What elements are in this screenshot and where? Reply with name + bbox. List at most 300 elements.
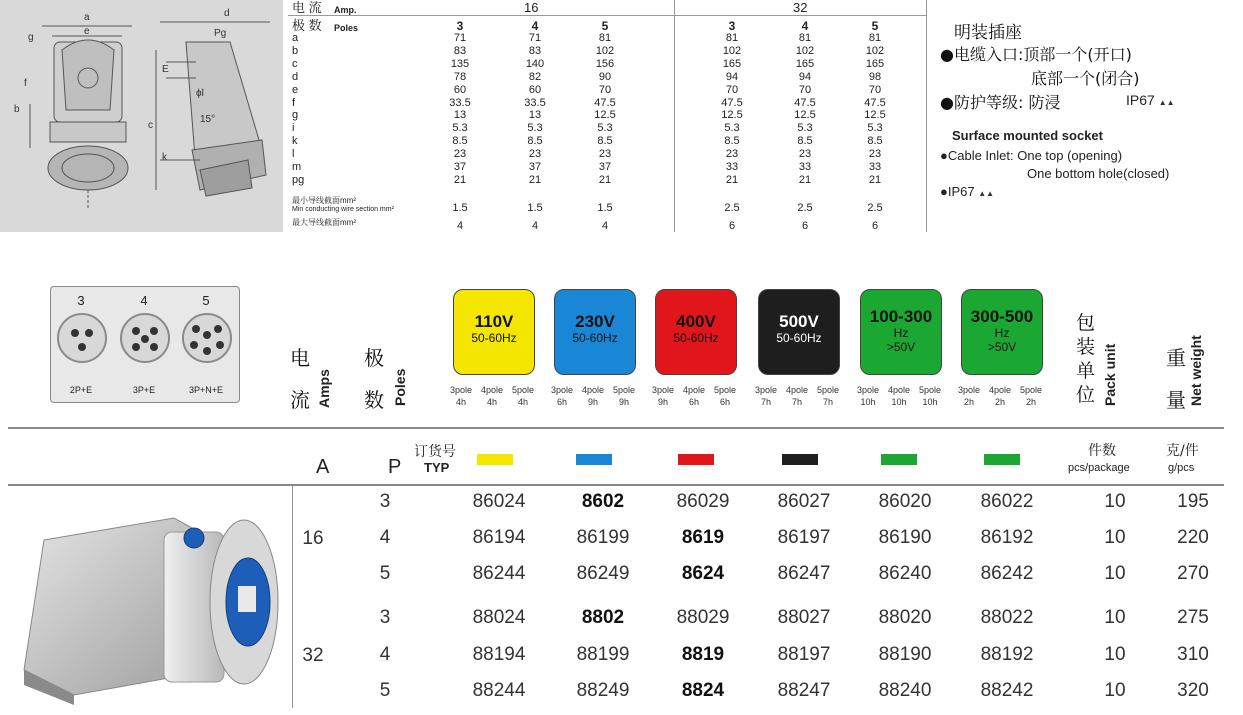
order-code: 88247 — [777, 680, 831, 701]
pole-hour-label — [581, 384, 605, 408]
drawing-label-pg: Pg — [214, 28, 227, 39]
max-section-value: 6 — [871, 220, 879, 232]
order-code: 8619 — [681, 527, 725, 548]
dimension-value: 23 — [725, 148, 739, 161]
voltage-value: 100-300 — [869, 307, 933, 326]
amps-label-cn-1: 电 — [290, 346, 310, 370]
color-swatch — [678, 454, 714, 465]
order-code: 86029 — [676, 491, 730, 512]
dimension-value: 102 — [795, 44, 815, 57]
ip67-cn-text: IP67 — [1126, 92, 1155, 108]
socket-pole-number: 3 — [77, 293, 85, 308]
product-image — [14, 500, 284, 710]
socket-pin-icon — [71, 329, 79, 337]
dimension-label: d — [292, 70, 299, 83]
order-code: 88194 — [472, 644, 526, 665]
socket-pin-icon — [85, 329, 93, 337]
order-code: 86194 — [472, 527, 526, 548]
dimension-value: 70 — [598, 83, 612, 96]
dimension-value: 37 — [528, 161, 542, 173]
pole-hour-label — [480, 384, 504, 408]
pole-value: 3 — [379, 491, 391, 512]
dimension-value: 60 — [453, 83, 467, 96]
order-code: 86190 — [878, 527, 932, 548]
hour-label: 4h — [486, 397, 497, 407]
dimension-value: 21 — [798, 173, 812, 186]
amp-value: 32 — [302, 645, 324, 666]
pcs-value: 10 — [1104, 527, 1126, 548]
dimension-value: 140 — [525, 57, 545, 70]
order-header-p: P — [388, 456, 402, 478]
order-code: 8602 — [581, 491, 625, 512]
order-code: 88240 — [878, 680, 932, 701]
hour-label: 2h — [1025, 397, 1036, 407]
min-section-value: 2.5 — [867, 202, 883, 214]
drawing-label-d: d — [224, 8, 230, 19]
order-code: 88244 — [472, 680, 526, 701]
drawing-label-c: c — [148, 120, 153, 131]
dimension-value: 8.5 — [527, 135, 543, 148]
pack-unit-label-cn: 包 — [1076, 312, 1096, 334]
order-code: 88029 — [676, 607, 730, 628]
order-code: 88190 — [878, 644, 932, 665]
pole-label: 5pole — [918, 385, 942, 395]
dimension-label: e — [292, 83, 299, 96]
weight-value: 270 — [1177, 563, 1209, 584]
order-code: 88249 — [576, 680, 630, 701]
dimension-label: g — [292, 109, 299, 122]
dimension-value: 12.5 — [594, 109, 616, 122]
dimension-value: 71 — [528, 32, 542, 44]
order-code: 86022 — [980, 491, 1034, 512]
order-code: 8824 — [681, 680, 725, 701]
water-drops-icon: ▲▲ — [1158, 98, 1175, 107]
dimension-value: 102 — [595, 44, 615, 57]
dimension-value: 81 — [598, 32, 612, 44]
pole-label: 5pole — [511, 385, 535, 395]
hour-label: 9h — [587, 397, 598, 407]
amp-32-header: 32 — [793, 0, 808, 15]
pack-unit-label-cn: 装 — [1076, 336, 1096, 358]
weight-value: 320 — [1177, 680, 1209, 701]
dimension-label: i — [292, 122, 295, 135]
dimension-label: c — [292, 57, 298, 70]
weight-label-cn-1: 重 — [1166, 346, 1186, 370]
socket-pin-icon — [150, 327, 158, 335]
socket-pin-icon — [150, 343, 158, 351]
dimension-value: 81 — [725, 32, 739, 44]
socket-pin-icon — [216, 341, 224, 349]
hour-label: 10h — [891, 397, 907, 407]
pole-hour-label — [511, 384, 535, 408]
drawing-label-angle: 15° — [200, 114, 216, 125]
socket-pole-number: 4 — [140, 293, 148, 308]
dimension-value: 33.5 — [524, 96, 546, 109]
pole-hour-label — [754, 384, 778, 408]
pole-label: 4pole — [682, 385, 706, 395]
pole-hour-label — [918, 384, 942, 408]
voltage-box — [453, 289, 535, 375]
drawing-label-k: k — [162, 152, 167, 163]
socket-pin-icon — [214, 325, 222, 333]
voltage-box — [655, 289, 737, 375]
hour-label: 10h — [922, 397, 938, 407]
dimension-value: 83 — [453, 44, 467, 57]
pole-hour-label — [957, 384, 981, 408]
dimension-value: 165 — [795, 57, 815, 70]
socket-pin-icon — [203, 347, 211, 355]
dimension-value: 5.3 — [797, 122, 813, 135]
water-drops-icon-en: ▲▲ — [978, 189, 995, 198]
pole-count-header: 4 — [801, 19, 809, 33]
poles-label-cn-2: 数 — [364, 388, 384, 412]
dimension-value: 78 — [453, 70, 467, 83]
dimension-label: m — [292, 161, 302, 173]
min-section-value: 2.5 — [724, 202, 740, 214]
pole-hour-label — [887, 384, 911, 408]
socket-face-icon — [120, 313, 170, 363]
poles-label-cn-1: 极 — [364, 346, 384, 370]
socket-pin-icon — [141, 335, 149, 343]
dimension-value: 8.5 — [797, 135, 813, 148]
drawing-label-f: f — [24, 78, 27, 89]
dimension-label: pg — [292, 173, 305, 186]
weight-header-en: g/pcs — [1168, 462, 1195, 474]
dimension-value: 83 — [528, 44, 542, 57]
weight-header-cn: 克/件 — [1166, 443, 1199, 459]
dimension-label: a — [292, 32, 299, 44]
min-section-value: 1.5 — [527, 202, 543, 214]
dimension-value: 98 — [868, 70, 882, 83]
amp-16-header: 16 — [524, 0, 539, 15]
dimension-value: 94 — [725, 70, 739, 83]
frequency-value: 50-60Hz — [471, 331, 517, 345]
dimension-value: 23 — [868, 148, 882, 161]
dimension-value: 21 — [453, 173, 467, 186]
weight-value: 195 — [1177, 491, 1209, 512]
voltage-box — [860, 289, 942, 375]
order-code: 86199 — [576, 527, 630, 548]
dimension-value: 135 — [450, 57, 470, 70]
min-section-label-en: Min conducting wire section mm² — [292, 206, 394, 213]
order-code: 8624 — [681, 563, 725, 584]
socket-pin-icon — [132, 327, 140, 335]
pole-hour-label — [682, 384, 706, 408]
frequency-value: 50-60Hz — [673, 331, 719, 345]
pole-label: 4pole — [581, 385, 605, 395]
socket-type-label: 2P+E — [69, 385, 93, 395]
max-section-value: 4 — [601, 220, 609, 232]
order-code: 86024 — [472, 491, 526, 512]
max-section-value: 4 — [456, 220, 464, 232]
pole-value: 3 — [379, 607, 391, 628]
net-weight-label-en: Net weight — [1188, 335, 1204, 406]
max-section-value: 6 — [728, 220, 736, 232]
pole-hour-label — [550, 384, 574, 408]
pcs-header-cn: 件数 — [1088, 443, 1116, 459]
dimension-value: 47.5 — [864, 96, 886, 109]
pole-label: 4pole — [785, 385, 809, 395]
pole-label: 5pole — [816, 385, 840, 395]
dimension-value: 13 — [453, 109, 467, 122]
dimension-value: 102 — [865, 44, 885, 57]
dimension-value: 81 — [868, 32, 882, 44]
color-swatch — [576, 454, 612, 465]
amp-label-cn: 电 流 — [292, 0, 322, 15]
dimension-value: 21 — [598, 173, 612, 186]
dimension-value: 90 — [598, 70, 612, 83]
order-code: 86240 — [878, 563, 932, 584]
voltage-value: 230V — [575, 312, 615, 331]
amps-label-cn-2: 流 — [290, 388, 310, 412]
dimension-value: 8.5 — [597, 135, 613, 148]
info-inlet-en-2: One bottom hole(closed) — [1027, 166, 1170, 181]
socket-pin-icon — [78, 343, 86, 351]
pack-unit-label-cn: 单 — [1076, 360, 1096, 382]
min-section-value: 1.5 — [597, 202, 613, 214]
socket-pin-icon — [132, 343, 140, 351]
surface-socket-photo — [14, 500, 284, 710]
socket-configurations-panel — [50, 286, 240, 403]
dimension-value: 12.5 — [864, 109, 886, 122]
pack-unit-label-cn: 位 — [1076, 384, 1096, 406]
min-section-label-cn: 最小导线截面mm² — [292, 196, 356, 205]
pole-label: 3pole — [856, 385, 880, 395]
pole-hour-label — [612, 384, 636, 408]
order-code: 86244 — [472, 563, 526, 584]
voltage-box — [554, 289, 636, 375]
dimension-value: 47.5 — [721, 96, 743, 109]
poles-label-en: Poles — [392, 368, 408, 406]
order-code: 86197 — [777, 527, 831, 548]
max-section-label-cn: 最大导线截面mm² — [292, 218, 356, 227]
dimension-label: l — [292, 148, 295, 161]
dimension-value: 33 — [798, 161, 812, 173]
pcs-value: 10 — [1104, 644, 1126, 665]
socket-type-label: 3P+N+E — [188, 385, 224, 395]
pole-count-header: 4 — [531, 19, 539, 33]
order-code: 86242 — [980, 563, 1034, 584]
pole-hour-label — [856, 384, 880, 408]
max-section-value: 6 — [801, 220, 809, 232]
pcs-header-en: pcs/package — [1068, 462, 1130, 474]
order-code: 86027 — [777, 491, 831, 512]
pole-label: 3pole — [449, 385, 473, 395]
order-code: 8802 — [581, 607, 625, 628]
dimension-value: 12.5 — [794, 109, 816, 122]
pole-label: 3pole — [550, 385, 574, 395]
dimension-value: 70 — [725, 83, 739, 96]
order-code: 88192 — [980, 644, 1034, 665]
voltage-extra: >50V — [886, 340, 916, 354]
hour-label: 6h — [556, 397, 567, 407]
socket-type-label: 3P+E — [132, 385, 156, 395]
pole-count-header: 3 — [728, 19, 736, 33]
pole-value: 4 — [379, 644, 391, 665]
min-section-value: 1.5 — [452, 202, 468, 214]
pole-hour-label — [988, 384, 1012, 408]
max-section-value: 4 — [531, 220, 539, 232]
pcs-value: 10 — [1104, 563, 1126, 584]
pole-count-header: 5 — [871, 19, 879, 33]
order-code: 88242 — [980, 680, 1034, 701]
frequency-value: Hz — [994, 326, 1010, 340]
dimension-value: 71 — [453, 32, 467, 44]
ip67-en-text: ●IP67 — [940, 184, 975, 199]
order-header-typ: TYP — [424, 460, 450, 475]
hour-label: 9h — [657, 397, 668, 407]
voltage-extra: >50V — [987, 340, 1017, 354]
pole-label: 4pole — [988, 385, 1012, 395]
pole-hour-label — [1019, 384, 1043, 408]
dimension-value: 8.5 — [867, 135, 883, 148]
dimension-value: 33 — [868, 161, 882, 173]
color-swatch — [477, 454, 513, 465]
dimension-label: b — [292, 44, 299, 57]
min-section-value: 2.5 — [797, 202, 813, 214]
color-swatch — [782, 454, 818, 465]
frequency-value: 50-60Hz — [776, 331, 822, 345]
dimension-value: 156 — [595, 57, 615, 70]
dimension-value: 23 — [598, 148, 612, 161]
dimension-value: 13 — [528, 109, 542, 122]
info-title-cn: 明装插座 — [954, 23, 1022, 43]
weight-value: 275 — [1177, 607, 1209, 628]
dimension-value: 33 — [725, 161, 739, 173]
drawing-label-e: e — [84, 26, 90, 37]
hour-label: 7h — [760, 397, 771, 407]
pole-hour-label — [816, 384, 840, 408]
socket-face-icon — [182, 313, 232, 363]
hour-label: 2h — [994, 397, 1005, 407]
drawing-label-a: a — [84, 12, 90, 23]
dimension-value: 23 — [453, 148, 467, 161]
order-header-a: A — [316, 456, 330, 478]
color-swatch — [881, 454, 917, 465]
dimension-value: 60 — [528, 83, 542, 96]
dimension-value: 82 — [528, 70, 542, 83]
pole-label: 3pole — [957, 385, 981, 395]
pole-hour-label — [785, 384, 809, 408]
dimension-value: 70 — [798, 83, 812, 96]
socket-pole-number: 5 — [202, 293, 210, 308]
poles-label-en: Poles — [334, 23, 359, 33]
drawing-label-E: E — [162, 64, 169, 75]
order-header-cn: 订货号 — [414, 444, 456, 460]
dimension-value: 21 — [528, 173, 542, 186]
drawing-label-phi: ϕl — [196, 88, 204, 99]
amp-value: 16 — [302, 528, 324, 549]
dimension-value: 47.5 — [594, 96, 616, 109]
color-swatch — [984, 454, 1020, 465]
info-inlet-cn-2: 底部一个(闭合) — [1031, 69, 1140, 88]
dimension-value: 33.5 — [449, 96, 471, 109]
pole-label: 5pole — [612, 385, 636, 395]
hour-label: 2h — [963, 397, 974, 407]
hour-label: 4h — [517, 397, 528, 407]
order-code: 88022 — [980, 607, 1034, 628]
pole-label: 3pole — [651, 385, 675, 395]
pole-label: 5pole — [713, 385, 737, 395]
drawing-label-b: b — [14, 104, 20, 115]
info-inlet-cn-1: ●电缆入口:顶部一个(开口) — [940, 45, 1132, 64]
info-protect-cn: ●防护等级: 防浸 — [940, 93, 1061, 112]
hour-label: 6h — [719, 397, 730, 407]
voltage-value: 400V — [676, 312, 716, 331]
pole-hour-label — [449, 384, 473, 408]
order-code: 86247 — [777, 563, 831, 584]
voltage-box — [961, 289, 1043, 375]
weight-label-cn-2: 量 — [1166, 388, 1186, 412]
order-code: 88199 — [576, 644, 630, 665]
pole-value: 4 — [379, 527, 391, 548]
pack-unit-label-en: Pack unit — [1102, 343, 1118, 406]
pcs-value: 10 — [1104, 607, 1126, 628]
socket-face-icon — [57, 313, 107, 363]
dimension-label: f — [292, 96, 296, 109]
dimension-value: 5.3 — [597, 122, 613, 135]
pole-label: 5pole — [1019, 385, 1043, 395]
order-code: 86020 — [878, 491, 932, 512]
pole-hour-label — [713, 384, 737, 408]
order-code: 88197 — [777, 644, 831, 665]
amps-label-en: Amps — [316, 369, 332, 408]
hour-label: 6h — [688, 397, 699, 407]
dimension-value: 5.3 — [527, 122, 543, 135]
dimension-value: 8.5 — [452, 135, 468, 148]
socket-pin-icon — [190, 341, 198, 349]
order-code: 88027 — [777, 607, 831, 628]
pole-label: 3pole — [754, 385, 778, 395]
dimension-value: 5.3 — [724, 122, 740, 135]
voltage-value: 110V — [474, 312, 514, 331]
weight-value: 220 — [1177, 527, 1209, 548]
dimension-value: 37 — [453, 161, 467, 173]
order-code: 88024 — [472, 607, 526, 628]
dimension-value: 165 — [722, 57, 742, 70]
info-inlet-en-1: ●Cable Inlet: One top (opening) — [940, 148, 1123, 163]
dimension-label: k — [292, 135, 298, 148]
socket-pin-icon — [192, 325, 200, 333]
socket-pin-icon — [203, 331, 211, 339]
dimension-value: 81 — [798, 32, 812, 44]
order-code: 8819 — [681, 644, 725, 665]
pole-count-header: 5 — [601, 19, 609, 33]
hour-label: 7h — [791, 397, 802, 407]
weight-value: 310 — [1177, 644, 1209, 665]
dimension-value: 37 — [598, 161, 612, 173]
order-code: 86249 — [576, 563, 630, 584]
voltage-box — [758, 289, 840, 375]
dimension-value: 165 — [865, 57, 885, 70]
hour-label: 7h — [822, 397, 833, 407]
dimension-value: 12.5 — [721, 109, 743, 122]
pole-label: 4pole — [480, 385, 504, 395]
hour-label: 10h — [860, 397, 876, 407]
pole-value: 5 — [379, 563, 391, 584]
dimension-value: 70 — [868, 83, 882, 96]
amp-label-en: Amp. — [334, 5, 357, 15]
poles-label-cn: 极 数 — [292, 18, 322, 33]
voltage-value: 300-500 — [970, 307, 1034, 326]
drawing-label-g: g — [28, 32, 34, 43]
info-ip-en — [940, 184, 994, 199]
dimension-value: 94 — [798, 70, 812, 83]
info-title-en: Surface mounted socket — [952, 128, 1103, 143]
pole-count-header: 3 — [456, 19, 464, 33]
dimension-value: 5.3 — [452, 122, 468, 135]
info-ip-cn — [1126, 92, 1175, 108]
